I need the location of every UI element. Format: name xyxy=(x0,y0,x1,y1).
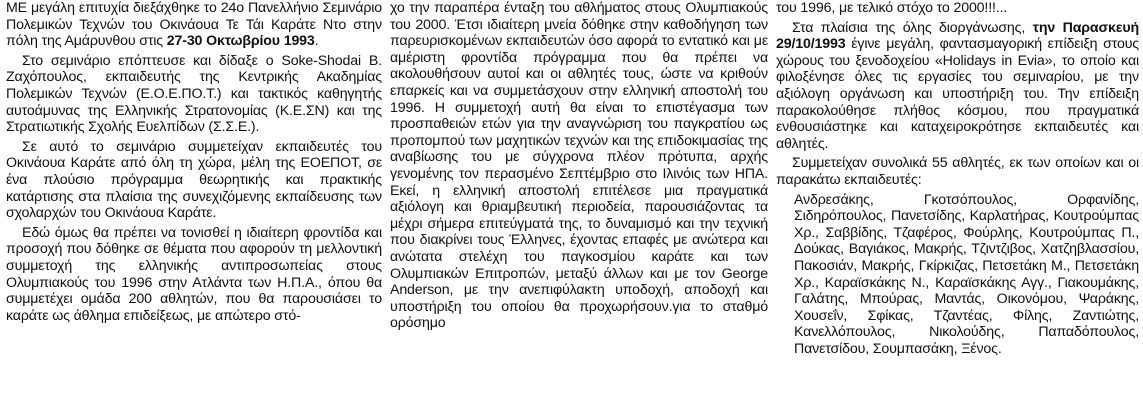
event-dates: 27-30 Οκτωβρίου 1993 xyxy=(166,33,315,50)
intro-paragraph xyxy=(6,0,382,50)
instructor-names-list: Ανδρεσάκης, Γκοτσόπουλος, Ορφανίδης, Σιδηρόπουλος, Πανετσίδης, Καρλατήρας, Κουτρούμπας Χρ., Σαββίδης, Τζαφέρος, Φούρλης, Κουτρούμπας Π., Δούκας, Βαγιάκος, Μακρής, Τζιντζιβος, Χατζηβλασσίου, Πακοσιάν, Μακρής, Γκίρκιζας, Πετσετάκη Μ., Πετσετάκη Χρ., Καραϊσκάκης Ν., Καραϊσκάκης Αγγ., Γιακουμάκης, Γαλάτης, Μπούρας, Μαντάς, Οικονόμου, Ψαράκης, Χουσεΐν, Σφίκας, Τζαντέας, Φίλης, Ζαντιώτης, Κανελλόπουλος, Νικολούδης, Παπαδόπουλος, Πανετσίδου, Σουμπασάκη, Ξένος. xyxy=(794,191,1139,357)
paragraph: Στο σεμινάριο επόπτευσε και δίδαξε ο Soke-Shodai Β. Ζαχόπουλος, εκπαιδευτής της Κεντρικής Ακαδημίας Πολεμικών Τεχνών (Ε.Ο.Ε.ΠΟ.Τ.) και τακτικός καθηγητής αυτοάμυνας της Ελληνικής Στρατονομίας (Κ.Ε.ΣΝ) και της Στρατιωτικής Σχολής Ευελπίδων (Σ.Σ.Ε.). xyxy=(6,52,382,136)
paragraph: Σε αυτό το σεμινάριο συμμετείχαν εκπαιδευτές του Οκινάουα Καράτε από όλη τη χώρα, μέλη της ΕΟΕΠΟΤ, σε ένα πλούσιο πρόγραμμα θεωρητικής και πρακτικής κατάρτισης στα πλαίσια της συνεχιζόμενης εκπαίδευσης των σχολαρχών του Οκινάουα Καράτε. xyxy=(6,138,382,222)
demo-text-end: έγινε μεγάλη, φαντασμαγορική επίδειξη στους χώρους του ξενοδοχείου «Holidays in Evia», το οποίο και φιλοξένησε όλες τις εργασίες του σεμιναρίου, με την αξιόλογη οργάνωση και υποστήριξη του. Την επίδειξη παρακολούθησε πλήθος κόσμου, που πραγματικά ενθουσιάστηκε και καταχειροκρότησε εκπαιδευτές και αθλητές. xyxy=(776,36,1139,152)
paragraph: Εδώ όμως θα πρέπει να τονισθεί η ιδιαίτερη φροντίδα και προσοχή που δόθηκε σε θέματα που αφορούν τη μελλοντική συμμετοχή της ελληνικής αντιπροσωπείας στους Ολυμπιακούς του 1996 στην Ατλάντα των Η.Π.Α., όπου θα συμμετέχει ομάδα 200 αθλητών, που θα παρουσιάσει το καράτε ως άθλημα επιδείξεως, με απώτερο στό- xyxy=(6,224,382,324)
participants-paragraph: Συμμετείχαν συνολικά 55 αθλητές, εκ των οποίων και οι παρακάτω εκπαιδευτές: xyxy=(776,155,1139,188)
article-column-2 xyxy=(386,0,772,415)
article-column-1 xyxy=(0,0,386,415)
article-column-3 xyxy=(772,0,1143,415)
intro-text: ΜΕ μεγάλη επιτυχία διεξάχθηκε το 24ο Πανελλήνιο Σεμινάριο Πολεμικών Τεχνών του Οκινάουα Τε Τάι Καράτε Ντο στην πόλη της Αμάρυνθου στις xyxy=(6,0,382,50)
intro-text-end: . xyxy=(314,33,319,50)
demo-date: την Παρασκευή 29/10/1993 xyxy=(776,19,1139,53)
demo-text: Στα πλαίσια της όλης διοργάνωσης, xyxy=(792,19,1033,36)
demonstration-paragraph xyxy=(776,20,1139,153)
paragraph: χο την παραπέρα ένταξη του αθλήματος στους Ολυμπιακούς του 2000. Έτσι ιδιαίτερη μνεία δόθηκε στην καθοδήγηση των παρευρισκομένων εκπαιδευτών όσο αφορά το εντατικό και με αμέριστη φροντίδα πρόγραμμα που θα πρέπει να ακολουθήσουν αυτοί και οι αθλητές τους, ώστε να κριθούν επαρκείς και να συμμετάσχουν στην ελληνική αποστολή του 1996. Η συμμετοχή αυτή θα είναι το επιστέγασμα των προσπαθειών ετών για την αναγνώριση του παγκρατίου ως προπομπού των μαχητικών τεχνών και της επιδοκιμασίας της αναβίωσης του με σύγχρονα πλέον πρότυπα, αρχής γενομένης τον περασμένο Σεπτέμβριο στο Ιλινόις των ΗΠΑ. Εκεί, η ελληνική αποστολή επιτέλεσε μια πραγματικά αξιόλογη και θριαμβευτική περιοδεία, παρουσιάζοντας τα μέχρι σήμερα επιτεύγματά της, το δυναμισμό και την τεχνική που διακρίνει τους Έλληνες, έχοντας επαφές με ανώτερα και ανώτατα στελέχη του παγκοσμίου καράτε και των Ολυμπιακών Επιτροπών, μεταξύ άλλων και με τον George Anderson, με την ανεπιφύλακτη υποδοχή, αποδοχή και υποστήριξη του οποίου θα προχωρήσουν.για το σταθμό ορόσημο xyxy=(390,0,768,332)
paragraph: του 1996, με τελικό στόχο το 2000!!!... xyxy=(776,0,1008,16)
